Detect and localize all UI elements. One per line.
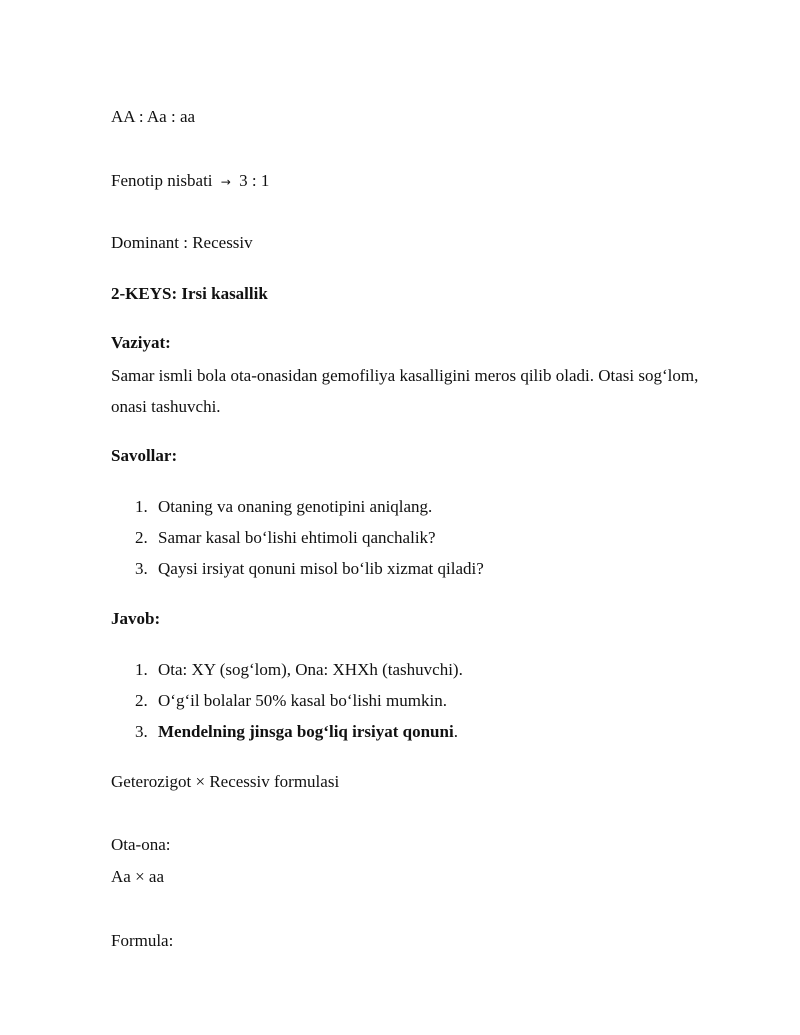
question-text: Samar kasal bo‘lishi ehtimoli qanchalik?	[158, 528, 436, 547]
list-number: 2.	[135, 691, 148, 710]
question-item	[111, 559, 484, 579]
list-number: 1.	[135, 660, 148, 679]
parents-label: Ota-ona:	[111, 835, 171, 854]
question-text: Otaning va onaning genotipini aniqlang.	[158, 497, 433, 516]
answer-heading: Javob:	[111, 609, 161, 628]
arrow-icon: →	[220, 175, 231, 189]
situation-line-2: onasi tashuvchi.	[111, 397, 221, 416]
formula-title: Geterozigot × Recessiv formulasi	[111, 772, 340, 791]
list-number: 3.	[135, 722, 148, 741]
phenotype-value: 3 : 1	[239, 171, 270, 190]
parents-value: Aa × aa	[111, 867, 165, 886]
phenotype-ratio	[111, 171, 269, 192]
answer-item	[111, 660, 463, 680]
formula-label: Formula:	[111, 931, 174, 950]
phenotype-label: Fenotip nisbati	[111, 171, 213, 190]
answer-text-bold: Mendelning jinsga bog‘liq irsiyat qonuni	[158, 722, 454, 741]
dominance-ratio: Dominant : Recessiv	[111, 233, 253, 252]
answer-text: O‘g‘il bolalar 50% kasal bo‘lishi mumkin.	[158, 691, 447, 710]
genotype-ratio: AA : Aa : aa	[111, 107, 196, 126]
question-item	[111, 528, 436, 548]
questions-heading: Savollar:	[111, 446, 178, 465]
answer-item	[111, 722, 458, 742]
case-heading: 2-KEYS: Irsi kasallik	[111, 284, 268, 303]
question-item	[111, 497, 432, 517]
list-number: 3.	[135, 559, 148, 578]
answer-text: Ota: XY (sog‘lom), Ona: XHXh (tashuvchi).	[158, 660, 463, 679]
list-number: 1.	[135, 497, 148, 516]
list-number: 2.	[135, 528, 148, 547]
answer-item	[111, 691, 447, 711]
question-text: Qaysi irsiyat qonuni misol bo‘lib xizmat qiladi?	[158, 559, 484, 578]
situation-line-1: Samar ismli bola ota-onasidan gemofiliya kasalligini meros qilib oladi. Otasi sog‘lom,	[111, 366, 699, 385]
answer-text-tail: .	[453, 722, 458, 741]
situation-heading: Vaziyat:	[111, 333, 171, 352]
